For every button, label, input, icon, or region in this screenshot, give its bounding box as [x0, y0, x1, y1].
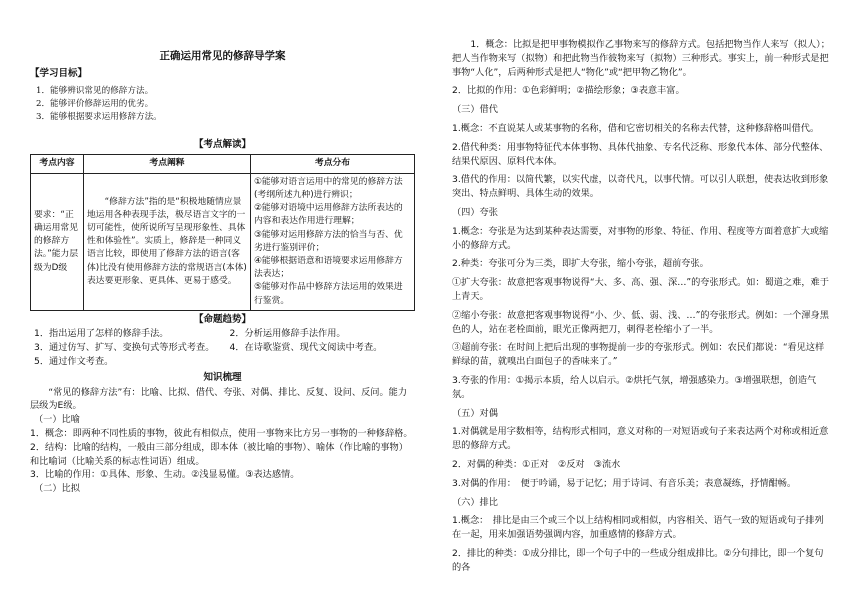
kuazhang-item: 3.夸张的作用：①揭示本质，给人以启示。②烘托气氛，增强感染力。③增强联想，创造气氛。	[452, 374, 817, 400]
dist-item: ①能够对语言运用中的常见的修辞方法(考纲所述九种)进行辨识；	[254, 176, 403, 201]
trend-list	[34, 327, 415, 368]
table-header-dist: 考点分布	[251, 154, 415, 173]
kuazhang-item: 2.种类：夸张可分为三类，即扩大夸张，缩小夸张，超前夸张。	[452, 258, 709, 270]
jiedai-item: 3.借代的作用：以简代繁，以实代虚，以奇代凡，以事代情。可以引人联想，使表达收到形象突出、特点鲜明、具体生动的效果。	[452, 174, 829, 200]
bini-item: 1．概念：比拟是把甲事物模拟作乙事物来写的修辞方式。包括把物当作人来写（拟人）；把人当作物来写（拟物）和把此物当作彼物来写（拟物）三种形式。事实上，前一种形式是把事物“人化”，后两种形式是把人“物化”或“把甲物乙物化”。	[452, 39, 830, 78]
biyu-item: 2．结构：比喻的结构，一般由三部分组成，即本体（被比喻的事物）、喻体（作比喻的事物）和比喻词（比喻关系的标志性词语）组成。	[30, 441, 408, 467]
dist-item: ③能够对运用修辞方法的恰当与否、优劣进行鉴别评价；	[254, 229, 403, 253]
trend-item: 4．在诗歌鉴赏、现代文阅读中考查。	[229, 341, 383, 353]
trend-item: 2．分析运用修辞手法作用。	[229, 328, 346, 340]
jiedai-item: 2.借代种类：用事物特征代本体事物、具体代抽象、专名代泛称、形象代本体、部分代整体、结果代原因、原料代本体。	[452, 141, 829, 167]
dist-item: ④能够根据语意和语境要求运用修辞方法表达；	[254, 256, 403, 280]
kaodian-heading: 【考点解读】	[193, 138, 251, 150]
table-header-content: 考点内容	[31, 154, 84, 173]
table-cell-dist	[251, 173, 415, 310]
jiedai-item: 1.概念：不直说某人或某事物的名称，借和它密切相关的名称去代替，这种修辞格叫借代。	[452, 122, 820, 134]
dist-item: ⑤能够对作品中修辞方法运用的效果进行鉴赏。	[254, 282, 403, 306]
biyu-heading: （一）比喻	[34, 414, 80, 426]
bini-heading: （二）比拟	[34, 483, 80, 495]
trend-heading: 【命题趋势】	[193, 313, 251, 325]
table-header-explain: 考点阐释	[84, 154, 251, 173]
duiou-item: 2．对偶的种类：①正对 ②反对 ③流水	[452, 458, 621, 470]
trend-item: 5．通过作文考查。	[34, 355, 114, 367]
goal-item: 2．能够评价修辞运用的优劣。	[36, 98, 154, 109]
table-cell-explain: “修辞方法”指的是“积极地随情应景地运用各种表现手法，极尽语言文字的一切可能性，使所说所写呈现形象性、具体性和体验性”。实质上，修辞是一种同义语言比较，即使用了修辞方法的语言(客体)比没有使用修辞方法的常规语言(本体)表达要更形象、更具体、更易于感受。	[84, 173, 251, 310]
kuazhang-item: ②缩小夸张：故意把客观事物说得“小、少、低、弱、浅、…”的夸张形式。例如：一个渾身黑色的人，站在老栓面前，眼光正像两把刀，刺得老栓缩小了一半。	[452, 309, 829, 335]
kuazhang-item: ③超前夸张：在时间上把后出现的事物提前一步的夸张形式。例如：农民们都说：“看见这样鲜绿的苗，就嗅出白面包子的香味来了。”	[452, 342, 825, 368]
bini-item: 2．比拟的作用：①色彩鲜明；②描绘形象；③表意丰富。	[452, 85, 685, 97]
biyu-item: 1．概念：即两种不同性质的事物，彼此有相似点，使用一事物来比方另一事物的一种修辞格。	[30, 428, 413, 440]
kaodian-table	[30, 154, 415, 311]
goal-item: 3．能够根据要求运用修辞方法。	[36, 111, 162, 122]
biyu-item: 3．比喻的作用：①具体、形象、生动。②浅显易懂。③表达感情。	[30, 469, 300, 481]
right-column	[452, 38, 832, 580]
paibi-heading: （六）排比	[452, 496, 498, 508]
goals-list	[36, 85, 415, 124]
paibi-item: 1.概念： 排比是由三个或三个以上结构相同或相似，内容相关、语气一致的短语或句子排列在一起，用来加强语势强调内容，加重感情的修辞方式。	[452, 515, 824, 541]
kuazhang-item: ①扩大夸张：故意把客观事物说得“大、多、高、强、深…”的夸张形式。如：蜀道之难，难于上青天。	[452, 277, 829, 302]
table-cell-content: 要求：“正确运用常见的修辞方法。”能力层级为D级	[31, 173, 84, 310]
dist-item: ②能够对语境中运用修辞方法所表达的内容和表达作用进行理解；	[254, 203, 403, 227]
goal-item: 1．能够辨识常见的修辞方法。	[36, 86, 154, 96]
trend-item: 3．通过仿写、扩写、变换句式等形式考查。	[34, 341, 215, 353]
knowledge-heading: 知识梳理	[203, 372, 242, 384]
goals-heading: 【学习目标】	[30, 67, 88, 79]
kuazhang-item: 1.概念：夸张是为达到某种表达需要，对事物的形象、特征、作用、程度等方面着意扩大或缩小的修辞方式。	[452, 225, 829, 251]
paibi-item: 2．排比的种类：①成分排比，即一个句子中的一些成分组成排比。②分句排比，即一个复句的各	[452, 547, 824, 573]
duiou-item: 1.对偶就是用字数相等，结构形式相同，意义对称的一对短语或句子来表达两个对称或相近意思的修辞方式。	[452, 426, 829, 452]
knowledge-intro: “常见的修辞方法”有：比喻、比拟、借代、夸张、对偶、排比、反复、设问、反问。能力层级为E级。	[30, 386, 408, 412]
page-title: 正确运用常见的修辞导学案	[159, 50, 286, 62]
trend-item: 1．指出运用了怎样的修辞手法。	[34, 328, 169, 340]
duiou-item: 3.对偶的作用： 便于吟诵，易于记忆；用于诗词、有音乐美；表意凝练，抒情酣畅。	[452, 477, 797, 489]
left-column	[30, 0, 415, 496]
jiedai-heading: （三）借代	[452, 104, 498, 116]
duiou-heading: （五）对偶	[452, 407, 498, 419]
kuazhang-heading: （四）夸张	[452, 206, 498, 218]
